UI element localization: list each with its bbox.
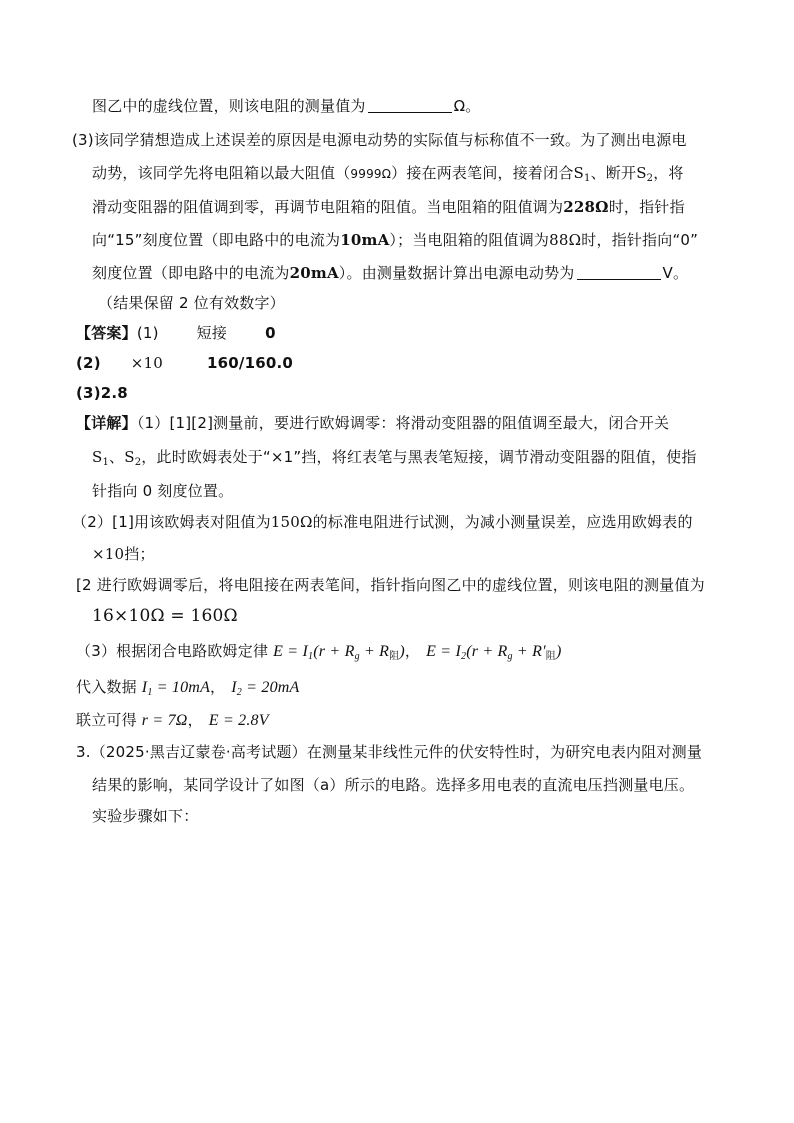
detail-line-1	[76, 413, 669, 433]
detail-text: [2 进行欧姆调零后，将电阻接在两表笔间，指针指向图乙中的虚线位置，则该电阻的测量值为	[76, 576, 705, 594]
q3-note: （结果保留 2 位有效数字）	[98, 294, 285, 312]
q3-line-4	[92, 230, 698, 250]
detail-line-9	[76, 677, 300, 698]
range-value: ×10	[92, 545, 125, 563]
resistance-value: 150Ω	[270, 513, 313, 531]
detail-text: 挡；	[124, 545, 155, 563]
eq-sub: g	[507, 651, 513, 662]
q3-text: ）接在两表笔间，接着闭合	[391, 164, 574, 182]
answer-line-3	[76, 383, 128, 403]
resistance-value: 228Ω	[563, 198, 609, 216]
eq-part: = 10mA	[152, 679, 211, 696]
result-r: r = 7Ω	[141, 712, 188, 729]
separator: 、	[109, 448, 125, 466]
detail-line-8	[76, 641, 562, 662]
eq-sub: 2	[460, 651, 467, 662]
s-symbol: S	[92, 448, 103, 466]
detail-text: （1）[1][2]测量前，要进行欧姆调零：将滑动变阻器的阻值调至最大，闭合开关	[136, 414, 670, 432]
q3-text: ）。由测量数据计算出电源电动势为	[338, 264, 575, 282]
answer-value: 0	[265, 324, 276, 342]
detail-line-5	[92, 544, 155, 564]
q2-unit: Ω。	[453, 97, 481, 115]
q4-text: 3.（2025·黑吉辽蒙卷·高考试题）在测量某非线性元件的伏安特性时，为研究电表内阻对测量	[76, 743, 703, 761]
q3-line-2	[92, 163, 684, 184]
eq-part: (r + R	[313, 643, 355, 660]
detail-text: （2）[1]用该欧姆表对阻值为	[72, 513, 271, 531]
answer-value: (3)2.8	[76, 384, 128, 402]
eq-sub: 2	[236, 687, 242, 698]
s-subscript: 2	[646, 173, 654, 184]
separator: ，	[404, 642, 421, 660]
resistance-value: 9999Ω	[350, 167, 392, 181]
detail-text: ，此时欧姆表处于“×1”挡，将红表笔与黑表笔短接，调节滑动变阻器的阻值，使指	[141, 448, 697, 466]
eq-part: E = I	[273, 643, 309, 660]
resistance-value: 88Ω	[549, 231, 582, 249]
eq-sub: 1	[308, 651, 314, 662]
q4-text: 实验步骤如下：	[92, 807, 199, 825]
ohm-law-equation-2	[426, 643, 561, 660]
s-subscript: 2	[134, 457, 142, 468]
q2-text: 图乙中的虚线位置，则该电阻的测量值为	[92, 97, 366, 115]
separator: ，	[187, 711, 203, 729]
detail-line-2	[92, 447, 697, 467]
result-e: E = 2.8V	[208, 712, 269, 729]
current-value: 20mA	[289, 264, 339, 282]
s-symbol: S	[124, 448, 135, 466]
detail-text: （3）根据闭合电路欧姆定律	[76, 642, 269, 660]
q3-text: 向“15”刻度位置（即电路中的电流为	[92, 231, 341, 249]
eq-part: )	[399, 643, 405, 660]
eq-part: I	[141, 679, 148, 696]
answer-value: 160/160.0	[207, 354, 294, 372]
q3-text: 、断开	[590, 164, 637, 182]
detail-line-4	[72, 512, 693, 532]
eq-sub: 1	[147, 687, 153, 698]
s-subscript: 1	[584, 173, 591, 184]
answer-label: 【答案】	[76, 324, 137, 342]
separator: ，	[210, 678, 226, 696]
eq-part: = 20mA	[241, 679, 300, 696]
eq-part: I	[231, 679, 237, 696]
q3-unit: V。	[662, 264, 689, 282]
detail-line-3	[92, 481, 233, 501]
q3-line-6	[98, 293, 285, 313]
eq-sub: g	[354, 651, 360, 662]
detail-line-7	[92, 606, 238, 626]
eq-part: )	[556, 643, 562, 660]
eq-part: + R′	[512, 643, 546, 660]
eq-part: + R	[359, 643, 390, 660]
q3-text: ）；当电阻箱的阻值调为	[389, 231, 550, 249]
answer-num: (1)	[136, 324, 159, 342]
q3-line-1	[72, 130, 687, 150]
answer-blank	[368, 96, 452, 113]
q3-text: 动势，该同学先将电阻箱以最大阻值（	[92, 164, 351, 182]
s-subscript: 1	[102, 457, 110, 468]
q3-text: 时，指针指	[608, 198, 685, 216]
s-symbol: S	[636, 164, 647, 182]
q4-text: 结果的影响，某同学设计了如图（a）所示的电路。选择多用电表的直流电压挡测量电压。	[92, 776, 695, 794]
answer-value: 短接	[196, 324, 228, 342]
s-symbol: S	[573, 164, 585, 182]
switch-s1	[92, 448, 109, 466]
q3-text: (3)该同学猜想造成上述误差的原因是电源电动势的实际值与标称值不一致。为了测出电源电	[72, 131, 687, 149]
q3-line-3	[92, 197, 685, 217]
detail-text: 联立可得	[76, 711, 137, 729]
detail-line-6	[76, 575, 705, 595]
answer-line-2	[76, 353, 293, 373]
eq-part: E = I	[426, 643, 461, 660]
measurement-formula: 16×10Ω = 160Ω	[92, 606, 238, 626]
q2-tail-line	[92, 96, 480, 116]
eq-sub: 阻	[545, 651, 556, 662]
detail-text: 的标准电阻进行试测，为减小测量误差，应选用欧姆表的	[312, 513, 693, 531]
switch-s2	[636, 164, 653, 182]
answer-num: (2)	[76, 354, 101, 372]
detail-text: 针指向 0 刻度位置。	[92, 482, 234, 500]
detail-text: 代入数据	[76, 678, 137, 696]
detail-label: 【详解】	[76, 414, 137, 432]
answer-blank	[577, 263, 661, 280]
q3-text: ，将	[653, 164, 684, 182]
eq-part: (r + R	[466, 643, 508, 660]
current-value: 10mA	[340, 231, 390, 249]
ohm-law-equation-1	[273, 643, 405, 660]
q3-text: 滑动变阻器的阻值调到零，再调节电阻箱的阻值。当电阻箱的阻值调为	[92, 198, 564, 216]
q4-line-3	[92, 806, 198, 826]
switch-s2	[124, 448, 141, 466]
q4-line-2	[92, 775, 694, 795]
answer-line-1	[76, 323, 276, 343]
q3-text: 刻度位置（即电路中的电流为	[92, 264, 290, 282]
current-i2	[231, 679, 299, 696]
switch-s1	[574, 164, 591, 182]
answer-value: ×10	[130, 354, 164, 372]
detail-line-10	[76, 710, 269, 731]
eq-sub: 阻	[389, 651, 400, 662]
q4-line-1	[76, 742, 702, 762]
q3-text: 时，指针指向“0”	[581, 231, 699, 249]
q3-line-5	[92, 263, 688, 283]
current-i1	[142, 679, 210, 696]
